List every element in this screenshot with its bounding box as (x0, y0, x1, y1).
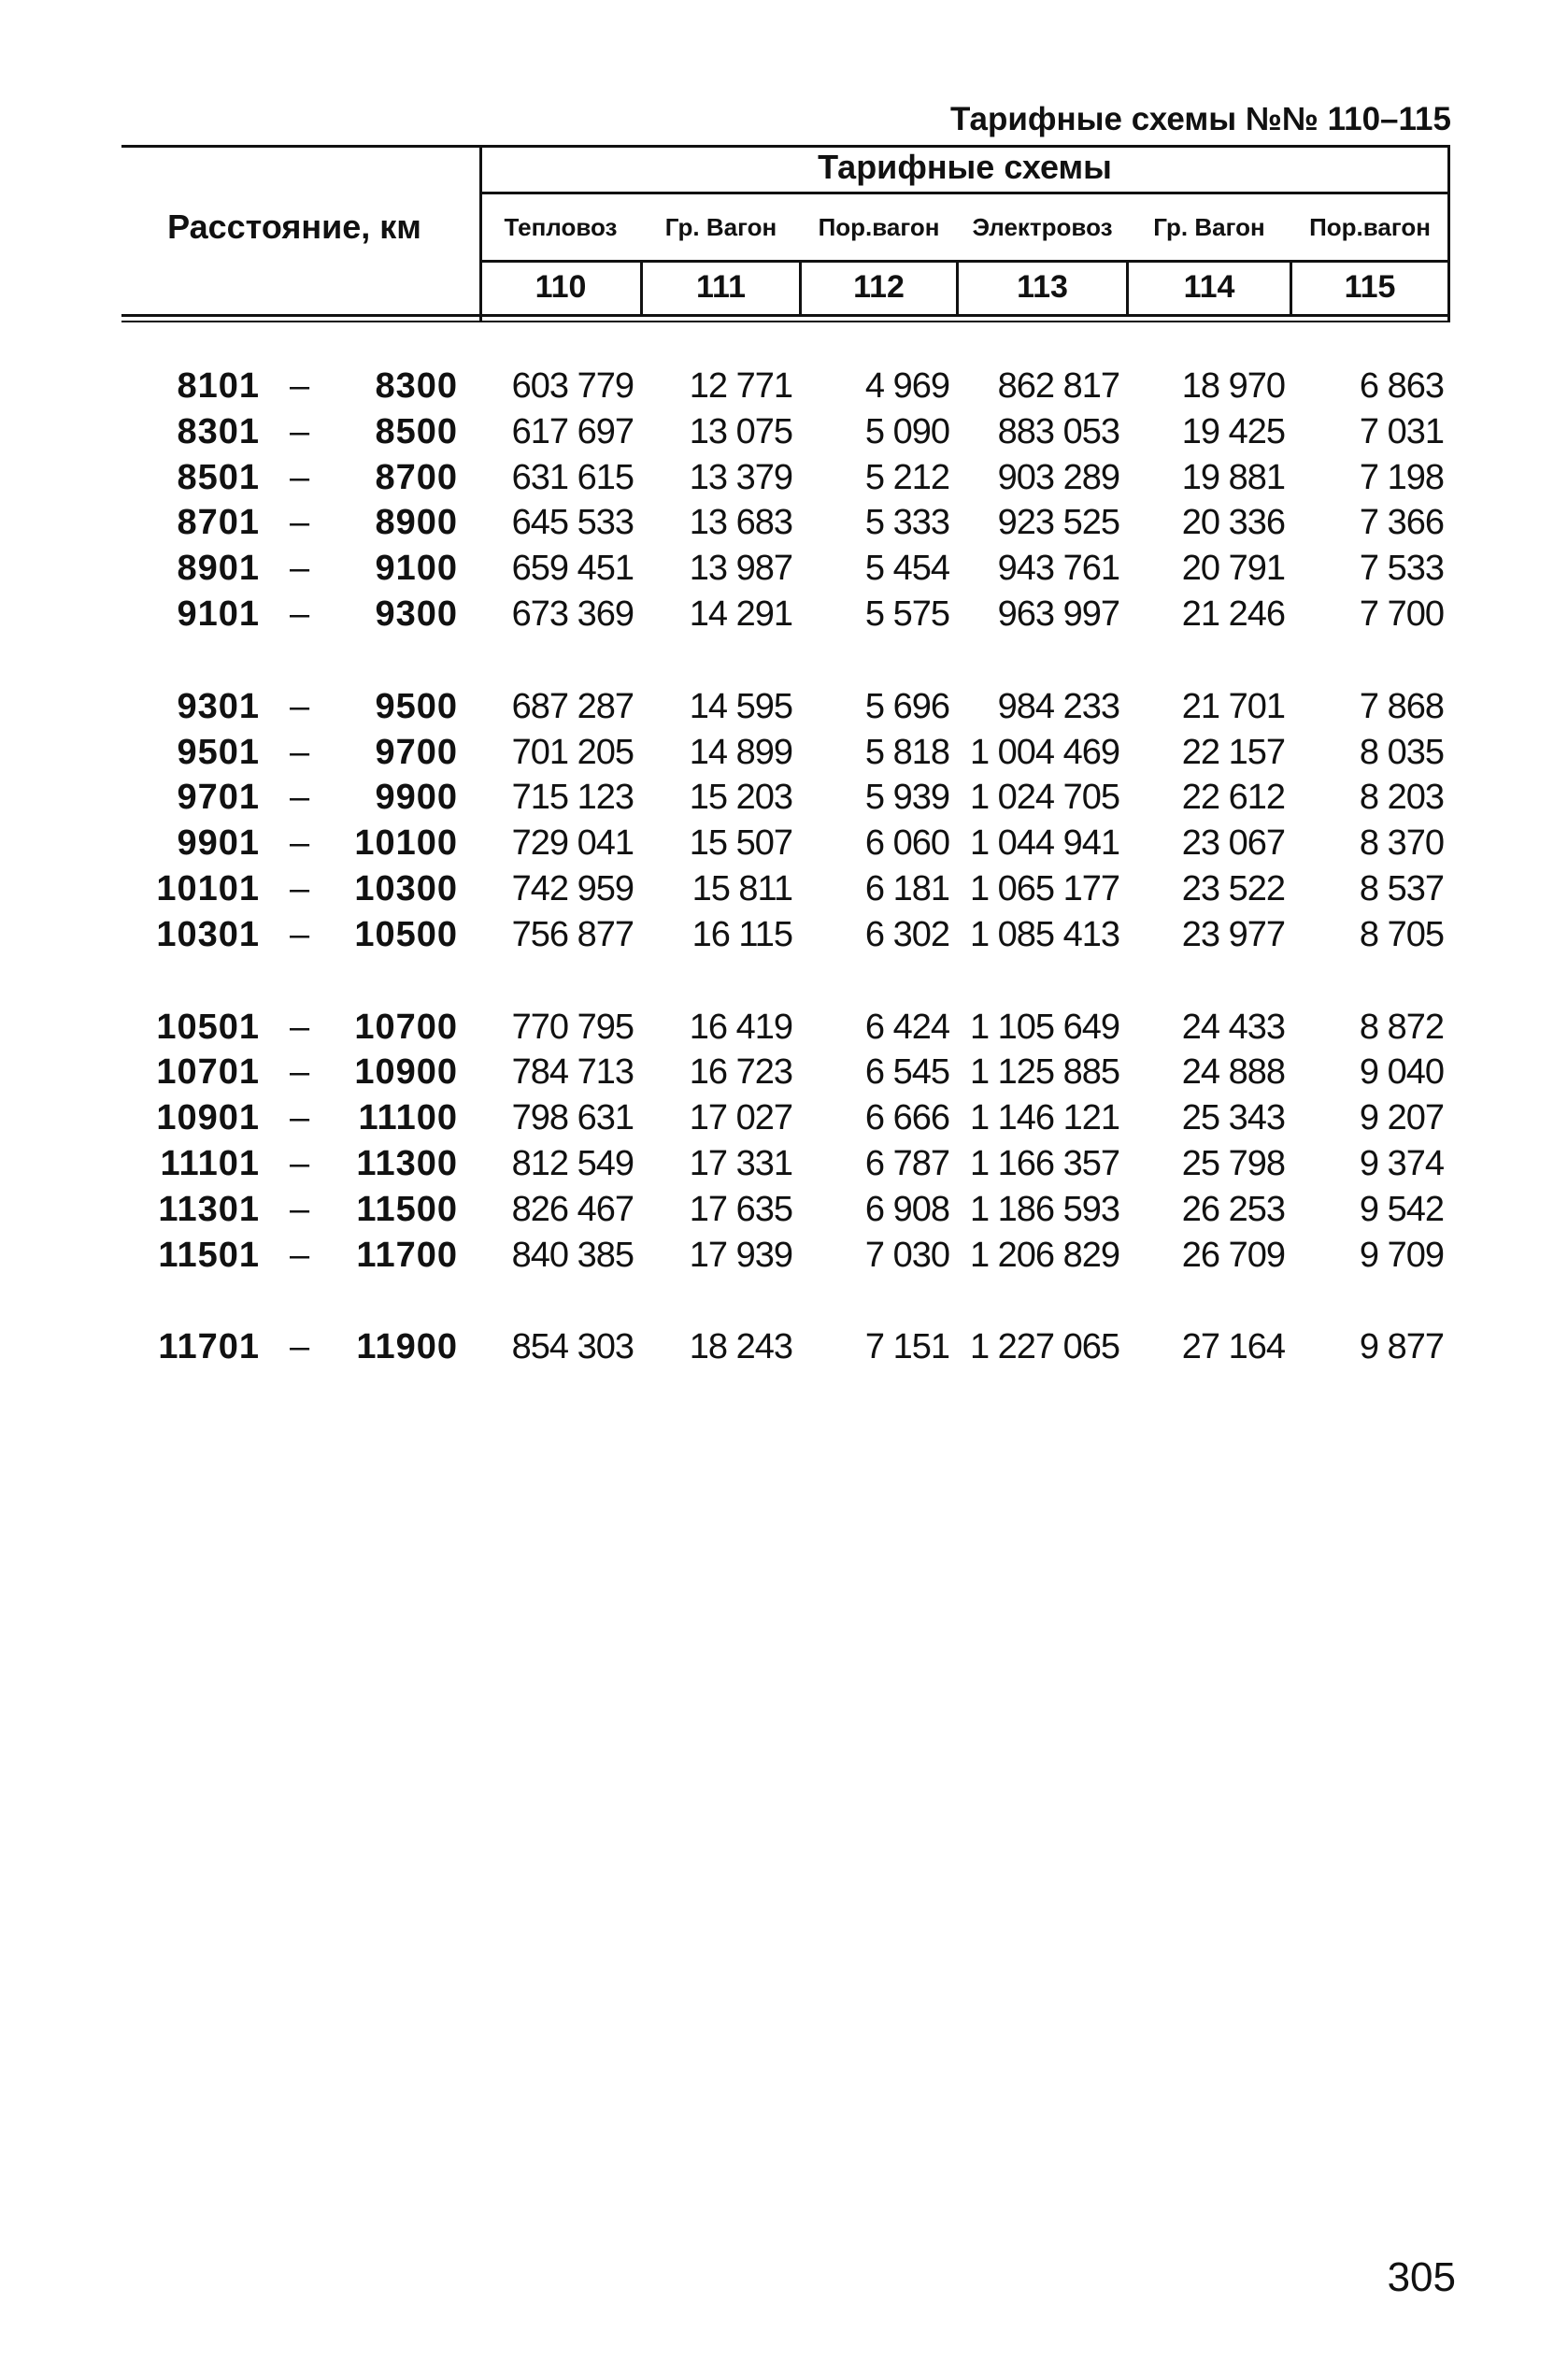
tariff-value: 673 369 (511, 594, 634, 634)
tariff-value: 6 181 (864, 869, 949, 908)
distance-header: Расстояние, км (167, 207, 421, 246)
tariff-value: 1 166 357 (969, 1144, 1119, 1183)
tariff-value: 20 336 (1181, 503, 1285, 543)
tariff-value: 923 525 (997, 503, 1119, 543)
tariff-value: 20 791 (1181, 549, 1285, 589)
distance-dash: – (290, 732, 310, 772)
column-type-label: Электровоз (972, 213, 1113, 241)
tariff-value: 756 877 (511, 914, 634, 954)
tariff-value: 862 817 (997, 366, 1119, 406)
distance-dash: – (290, 1098, 310, 1138)
distance-from: 10301 (156, 914, 260, 954)
distance-from: 10501 (156, 1007, 260, 1047)
tariff-value: 17 939 (689, 1235, 792, 1275)
tariff-value: 701 205 (511, 732, 634, 772)
page-number: 305 (1387, 2254, 1456, 2300)
tariff-value: 687 287 (511, 686, 634, 726)
tariff-value: 9 542 (1359, 1189, 1444, 1229)
distance-from: 11501 (158, 1235, 260, 1275)
tariff-value: 4 969 (864, 366, 949, 406)
page-header: Тарифные схемы №№ 110–115 (950, 101, 1451, 137)
tariff-value: 9 207 (1359, 1098, 1444, 1138)
tariff-value: 8 537 (1359, 869, 1444, 908)
distance-from: 11701 (158, 1327, 260, 1367)
tariff-value: 13 683 (689, 503, 792, 543)
table-row (0, 1190, 1568, 1233)
tariff-value: 631 615 (511, 457, 634, 497)
column-number-label: 115 (1344, 269, 1396, 305)
distance-to: 10100 (354, 823, 458, 864)
distance-to: 9100 (375, 549, 458, 589)
tariff-value: 16 115 (691, 914, 792, 954)
column-type-label: Гр. Вагон (1153, 213, 1265, 241)
table-row (0, 1098, 1568, 1141)
tariff-value: 18 243 (689, 1327, 792, 1367)
tariff-value: 943 761 (997, 549, 1119, 589)
table-row (0, 778, 1568, 821)
tariff-value: 729 041 (511, 823, 634, 864)
tariff-value: 22 157 (1181, 732, 1285, 772)
tariff-value: 1 125 885 (969, 1052, 1119, 1093)
tariff-value: 645 533 (511, 503, 634, 543)
tariff-value: 5 818 (864, 732, 949, 772)
distance-to: 11700 (356, 1235, 458, 1275)
distance-from: 8301 (177, 411, 260, 451)
distance-from: 11101 (160, 1144, 260, 1183)
distance-from: 9101 (177, 594, 260, 634)
tariff-value: 7 533 (1359, 549, 1444, 589)
table-row (0, 549, 1568, 592)
tariff-value: 5 696 (864, 686, 949, 726)
distance-from: 10101 (156, 869, 260, 908)
distance-from: 8901 (177, 549, 260, 589)
tariff-value: 812 549 (511, 1144, 634, 1183)
tariff-value: 6 908 (864, 1189, 949, 1229)
tariff-value: 14 899 (689, 732, 792, 772)
distance-to: 11500 (356, 1189, 458, 1229)
distance-to: 10700 (354, 1007, 458, 1047)
tariff-value: 1 044 941 (969, 823, 1119, 864)
tariff-value: 1 085 413 (969, 914, 1119, 954)
tariff-value: 1 186 593 (969, 1189, 1119, 1229)
tariff-value: 16 419 (689, 1007, 792, 1047)
tariff-value: 963 997 (997, 594, 1119, 634)
tariff-value: 5 939 (864, 778, 949, 818)
tariff-value: 16 723 (689, 1052, 792, 1093)
column-type-label: Пор.вагон (1309, 213, 1431, 241)
tariff-value: 18 970 (1181, 366, 1285, 406)
tariff-value: 7 700 (1359, 594, 1444, 634)
distance-dash: – (290, 869, 310, 908)
tariff-value: 659 451 (511, 549, 634, 589)
distance-to: 8500 (375, 411, 458, 451)
tariff-value: 1 206 829 (969, 1235, 1119, 1275)
distance-from: 9501 (177, 732, 260, 772)
column-number-label: 112 (853, 269, 905, 305)
group-header: Тарифные схемы (818, 148, 1112, 186)
column-type-label: Пор.вагон (818, 213, 940, 241)
tariff-value: 14 595 (689, 686, 792, 726)
tariff-value: 21 701 (1181, 686, 1285, 726)
group-rule (479, 192, 1450, 194)
tariff-value: 23 977 (1181, 914, 1285, 954)
tariff-value: 8 203 (1359, 778, 1444, 818)
tariff-value: 784 713 (511, 1052, 634, 1093)
distance-to: 8900 (375, 503, 458, 543)
tariff-value: 7 868 (1359, 686, 1444, 726)
table-row (0, 823, 1568, 866)
table-row (0, 733, 1568, 776)
column-type-label: Гр. Вагон (664, 213, 777, 241)
tariff-value: 24 433 (1181, 1007, 1285, 1047)
distance-from: 9701 (177, 778, 260, 818)
header-bottom-rule-2 (121, 321, 1450, 322)
tariff-value: 19 425 (1181, 411, 1285, 451)
tariff-value: 7 366 (1359, 503, 1444, 543)
tariff-value: 6 666 (864, 1098, 949, 1138)
tariff-value: 25 798 (1181, 1144, 1285, 1183)
distance-to: 10300 (354, 869, 458, 908)
tariff-value: 8 035 (1359, 732, 1444, 772)
distance-dash: – (290, 1189, 310, 1229)
table-row (0, 915, 1568, 958)
tariff-value: 6 060 (864, 823, 949, 864)
tariff-value: 6 787 (864, 1144, 949, 1183)
distance-to: 8700 (375, 457, 458, 497)
tariff-value: 12 771 (689, 366, 792, 406)
tariff-value: 17 027 (689, 1098, 792, 1138)
distance-dash: – (290, 686, 310, 726)
column-number-label: 110 (535, 269, 587, 305)
tariff-value: 984 233 (997, 686, 1119, 726)
tariff-value: 826 467 (511, 1189, 634, 1229)
tariff-value: 21 246 (1181, 594, 1285, 634)
distance-from: 10701 (156, 1052, 260, 1093)
tariff-value: 8 370 (1359, 823, 1444, 864)
tariff-value: 5 575 (864, 594, 949, 634)
tariff-value: 8 705 (1359, 914, 1444, 954)
table-row (0, 1327, 1568, 1370)
distance-dash: – (290, 778, 310, 818)
tariff-value: 840 385 (511, 1235, 634, 1275)
distance-dash: – (290, 1007, 310, 1047)
tariff-value: 603 779 (511, 366, 634, 406)
column-type-label: Тепловоз (504, 213, 618, 241)
table-row (0, 412, 1568, 455)
table-row (0, 1008, 1568, 1051)
distance-to: 9900 (375, 778, 458, 818)
tariff-value: 1 004 469 (969, 732, 1119, 772)
tariff-value: 13 075 (689, 411, 792, 451)
distance-to: 8300 (375, 366, 458, 406)
tariff-value: 7 151 (864, 1327, 949, 1367)
distance-from: 8701 (177, 503, 260, 543)
tariff-value: 6 545 (864, 1052, 949, 1093)
tariff-value: 23 067 (1181, 823, 1285, 864)
table-row (0, 687, 1568, 730)
tariff-value: 6 863 (1359, 366, 1444, 406)
tariff-value: 25 343 (1181, 1098, 1285, 1138)
tariff-value: 6 424 (864, 1007, 949, 1047)
distance-dash: – (290, 823, 310, 864)
table-row (0, 366, 1568, 409)
distance-dash: – (290, 914, 310, 954)
tariff-value: 13 379 (689, 457, 792, 497)
distance-dash: – (290, 503, 310, 543)
tariff-value: 7 198 (1359, 457, 1444, 497)
distance-dash: – (290, 1235, 310, 1275)
distance-to: 10900 (354, 1052, 458, 1093)
distance-to: 11900 (356, 1327, 458, 1367)
tariff-value: 26 709 (1181, 1235, 1285, 1275)
tariff-value: 15 203 (689, 778, 792, 818)
tariff-value: 1 024 705 (969, 778, 1119, 818)
tariff-value: 23 522 (1181, 869, 1285, 908)
tariff-value: 798 631 (511, 1098, 634, 1138)
tariff-value: 770 795 (511, 1007, 634, 1047)
tariff-value: 5 454 (864, 549, 949, 589)
distance-dash: – (290, 594, 310, 634)
table-row (0, 1052, 1568, 1095)
tariff-value: 883 053 (997, 411, 1119, 451)
column-number-label: 114 (1183, 269, 1235, 305)
tariff-value: 24 888 (1181, 1052, 1285, 1093)
column-number-label: 111 (696, 269, 746, 305)
distance-from: 10901 (156, 1098, 260, 1138)
table-row (0, 458, 1568, 501)
tariff-value: 27 164 (1181, 1327, 1285, 1367)
tariff-value: 7 030 (864, 1235, 949, 1275)
types-rule (479, 260, 1450, 263)
tariff-value: 1 105 649 (969, 1007, 1119, 1047)
tariff-value: 7 031 (1359, 411, 1444, 451)
tariff-value: 617 697 (511, 411, 634, 451)
distance-dash: – (290, 549, 310, 589)
tariff-value: 14 291 (689, 594, 792, 634)
distance-to: 11100 (358, 1098, 458, 1138)
tariff-value: 715 123 (511, 778, 634, 818)
distance-from: 8101 (177, 366, 260, 406)
tariff-value: 22 612 (1181, 778, 1285, 818)
tariff-value: 1 227 065 (969, 1327, 1119, 1367)
tariff-value: 9 709 (1359, 1235, 1444, 1275)
tariff-value: 9 877 (1359, 1327, 1444, 1367)
tariff-value: 26 253 (1181, 1189, 1285, 1229)
tariff-value: 15 811 (691, 869, 792, 908)
distance-from: 8501 (177, 457, 260, 497)
distance-to: 9300 (375, 594, 458, 634)
tariff-value: 17 331 (689, 1144, 792, 1183)
tariff-value: 15 507 (689, 823, 792, 864)
tariff-value: 1 065 177 (969, 869, 1119, 908)
distance-dash: – (290, 411, 310, 451)
tariff-value: 5 090 (864, 411, 949, 451)
tariff-value: 13 987 (689, 549, 792, 589)
tariff-value: 6 302 (864, 914, 949, 954)
distance-dash: – (290, 1052, 310, 1093)
distance-dash: – (290, 1144, 310, 1183)
tariff-value: 9 374 (1359, 1144, 1444, 1183)
distance-to: 11300 (356, 1144, 458, 1183)
distance-dash: – (290, 1327, 310, 1367)
tariff-value: 19 881 (1181, 457, 1285, 497)
tariff-value: 9 040 (1359, 1052, 1444, 1093)
tariff-value: 5 333 (864, 503, 949, 543)
tariff-value: 8 872 (1359, 1007, 1444, 1047)
column-number-label: 113 (1017, 269, 1068, 305)
distance-from: 9901 (177, 823, 260, 864)
distance-dash: – (290, 366, 310, 406)
distance-to: 9500 (375, 686, 458, 726)
table-row (0, 1144, 1568, 1187)
tariff-value: 742 959 (511, 869, 634, 908)
tariff-value: 1 146 121 (969, 1098, 1119, 1138)
table-row (0, 1236, 1568, 1279)
table-row (0, 869, 1568, 912)
distance-from: 11301 (158, 1189, 260, 1229)
tariff-value: 854 303 (511, 1327, 634, 1367)
tariff-value: 903 289 (997, 457, 1119, 497)
table-row (0, 594, 1568, 637)
tariff-value: 5 212 (864, 457, 949, 497)
distance-from: 9301 (177, 686, 260, 726)
distance-to: 10500 (354, 914, 458, 954)
distance-to: 9700 (375, 732, 458, 772)
distance-dash: – (290, 457, 310, 497)
tariff-value: 17 635 (689, 1189, 792, 1229)
header-bottom-rule (121, 314, 1450, 317)
table-row (0, 503, 1568, 546)
